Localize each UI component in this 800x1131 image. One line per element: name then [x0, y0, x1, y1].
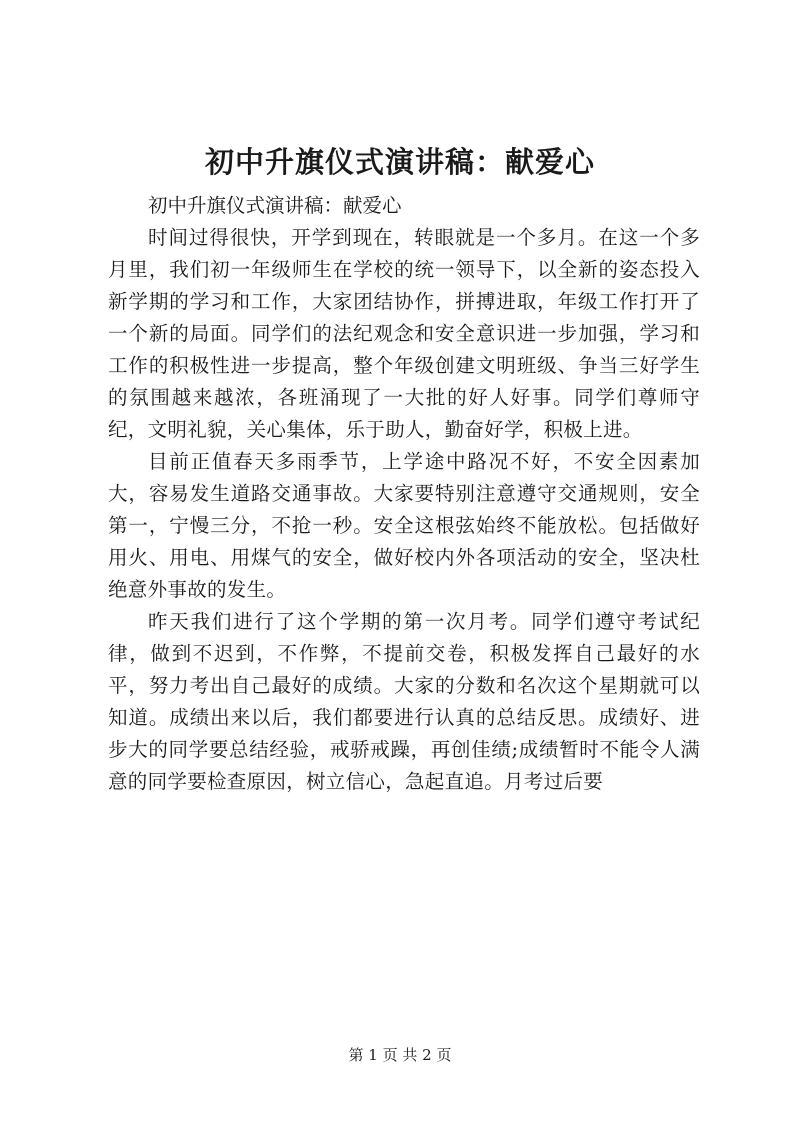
paragraph-1: 时间过得很快，开学到现在，转眼就是一个多月。在这一个多月里，我们初一年级师生在学校的统一领导下，以全新的姿态投入新学期的学习和工作，大家团结协作，拼搏进取，年级工作打开了一个新的局面。同学们的法纪观念和安全意识进一步加强，学习和工作的积极性进一步提高，整个年级创建文明班级、争当三好学生的氛围越来越浓，各班涌现了一大批的好人好事。同学们尊师守纪，文明礼貌，关心集体，乐于助人，勤奋好学，积极上进。: [108, 226, 700, 441]
page-footer: [0, 1045, 800, 1065]
page-number-label: 第 1 页 共 2 页: [348, 1046, 452, 1064]
document-body: [108, 190, 700, 798]
paragraph-3: 昨天我们进行了这个学期的第一次月考。同学们遵守考试纪律，做到不迟到，不作弊，不提前交卷，积极发挥自己最好的水平，努力考出自己最好的成绩。大家的分数和名次这个星期就可以知道。成绩出来以后，我们都要进行认真的总结反思。成绩好、进步大的同学要总结经验，戒骄戒躁，再创佳绩;成绩暂时不能令人满意的同学要检查原因，树立信心，急起直追。月考过后要: [108, 610, 700, 793]
document-title: 初中升旗仪式演讲稿：献爱心: [204, 145, 595, 179]
document-subtitle: 初中升旗仪式演讲稿：献爱心: [148, 194, 402, 217]
paragraph-2: 目前正值春天多雨季节，上学途中路况不好，不安全因素加大，容易发生道路交通事故。大家要特别注意遵守交通规则，安全第一，宁慢三分，不抢一秒。安全这根弦始终不能放松。包括做好用火、用电、用煤气的安全，做好校内外各项活动的安全，坚决杜绝意外事故的发生。: [108, 450, 700, 601]
